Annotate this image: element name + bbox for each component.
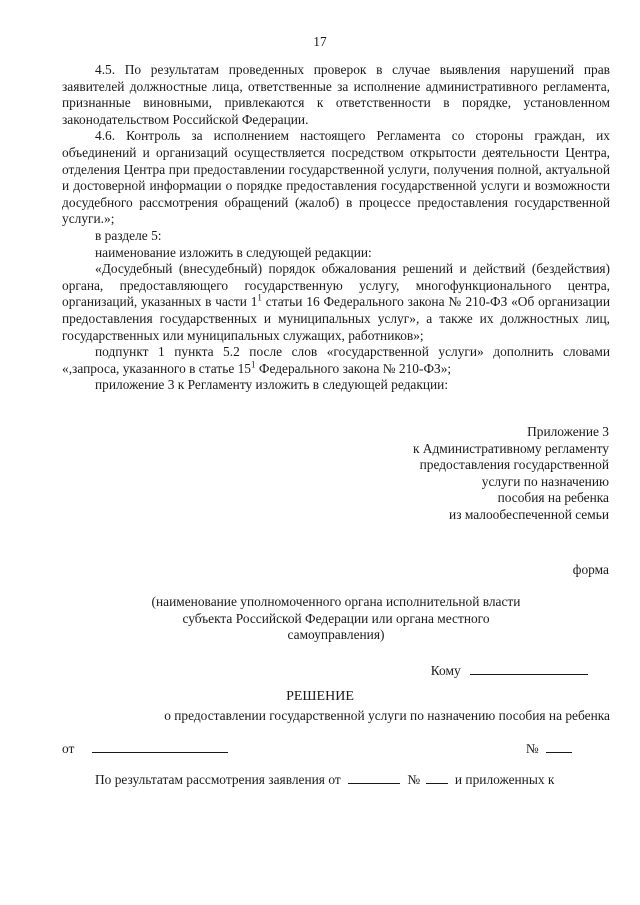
section-5-name [62, 261, 610, 344]
organ-name-caption [62, 594, 610, 644]
name-text-part-a: «Досудебный (внесудебный) порядок обжалования решений и действий (бездействия) органа, предоставляющего государственную услугу, многофункционального центра, организаций, указанных в части 1 [62, 261, 610, 310]
subpoint-part-a: подпункт 1 пункта 5.2 после слов «государственной услуги» дополнить словами «,запроса, указанного в статье 15 [62, 344, 610, 376]
application-number-label: № [407, 772, 421, 787]
application-line [95, 772, 585, 789]
application-text-a: По результатам рассмотрения заявления от [95, 772, 341, 787]
name-intro: наименование изложить в следующей редакции: [95, 244, 372, 260]
appendix-header [413, 424, 609, 524]
appendix-line: предоставления государственной [419, 457, 609, 473]
appendix-line: пособия на ребенка [497, 490, 609, 506]
decision-subtitle: о предоставлении государственной услуги по назначению пособия на ребенка [164, 708, 610, 723]
form-label: форма [572, 562, 609, 577]
appendix-3-intro: приложение 3 к Регламенту изложить в следующей редакции: [95, 377, 449, 393]
document-body [62, 62, 610, 394]
date-row [62, 741, 228, 758]
page-number: 17 [313, 34, 327, 49]
paragraph-4-6: 4.6. Контроль за исполнением настоящего Регламента со стороны граждан, их объединений и организаций осуществляется посредством открытости деятельности Центра, отделения Центра при предоставлении государственной услуги, получения полной, актуальной и достоверной информации о порядке предоставления государственной услуги и возможности досудебного рассмотрения обращений (жалоб) в процессе предоставления государственной услуги.»; [62, 128, 610, 227]
number-blank-line [546, 741, 572, 753]
organ-line: самоуправления) [287, 627, 385, 643]
recipient-blank-line [470, 663, 588, 675]
recipient-label: Кому [430, 663, 461, 678]
appendix-line: услуги по назначению [481, 473, 609, 489]
name-text-part-b: статьи 16 Федерального закона № 210-ФЗ «Об организации предоставления государственных и муниципальных услуг», а также их должностных лиц, государственных или муниципальных служащих, работников»; [62, 294, 611, 343]
date-label: от [62, 741, 75, 756]
date-blank-line [92, 741, 228, 753]
subpoint-1-amendment [62, 344, 610, 377]
application-text-c: и приложенных к [454, 772, 555, 787]
superscript: 1 [251, 359, 256, 370]
organ-line: (наименование уполномоченного органа исполнительной власти [151, 594, 521, 609]
application-number-blank [426, 772, 448, 784]
organ-line: субъекта Российской Федерации или органа местного [182, 610, 490, 626]
application-date-blank [348, 772, 400, 784]
number-row [526, 741, 572, 758]
paragraph-4-5: 4.5. По результатам проведенных проверок в случае выявления нарушений прав заявителей должностные лица, ответственные за исполнение административного регламента, признанные виновными, привлекаются к ответственности в порядке, установленном законодательством Российской Федерации. [62, 62, 610, 127]
recipient-row [431, 663, 588, 680]
appendix-line: к Административному регламенту [412, 440, 609, 456]
section-5-intro: в разделе 5: [95, 227, 162, 243]
decision-title: РЕШЕНИЕ [286, 689, 354, 704]
subpoint-part-b: Федерального закона № 210-ФЗ»; [255, 360, 452, 376]
number-label: № [525, 741, 539, 756]
appendix-line: из малообеспеченной семьи [449, 506, 609, 522]
superscript: 1 [257, 292, 262, 303]
appendix-line: Приложение 3 [527, 424, 609, 439]
